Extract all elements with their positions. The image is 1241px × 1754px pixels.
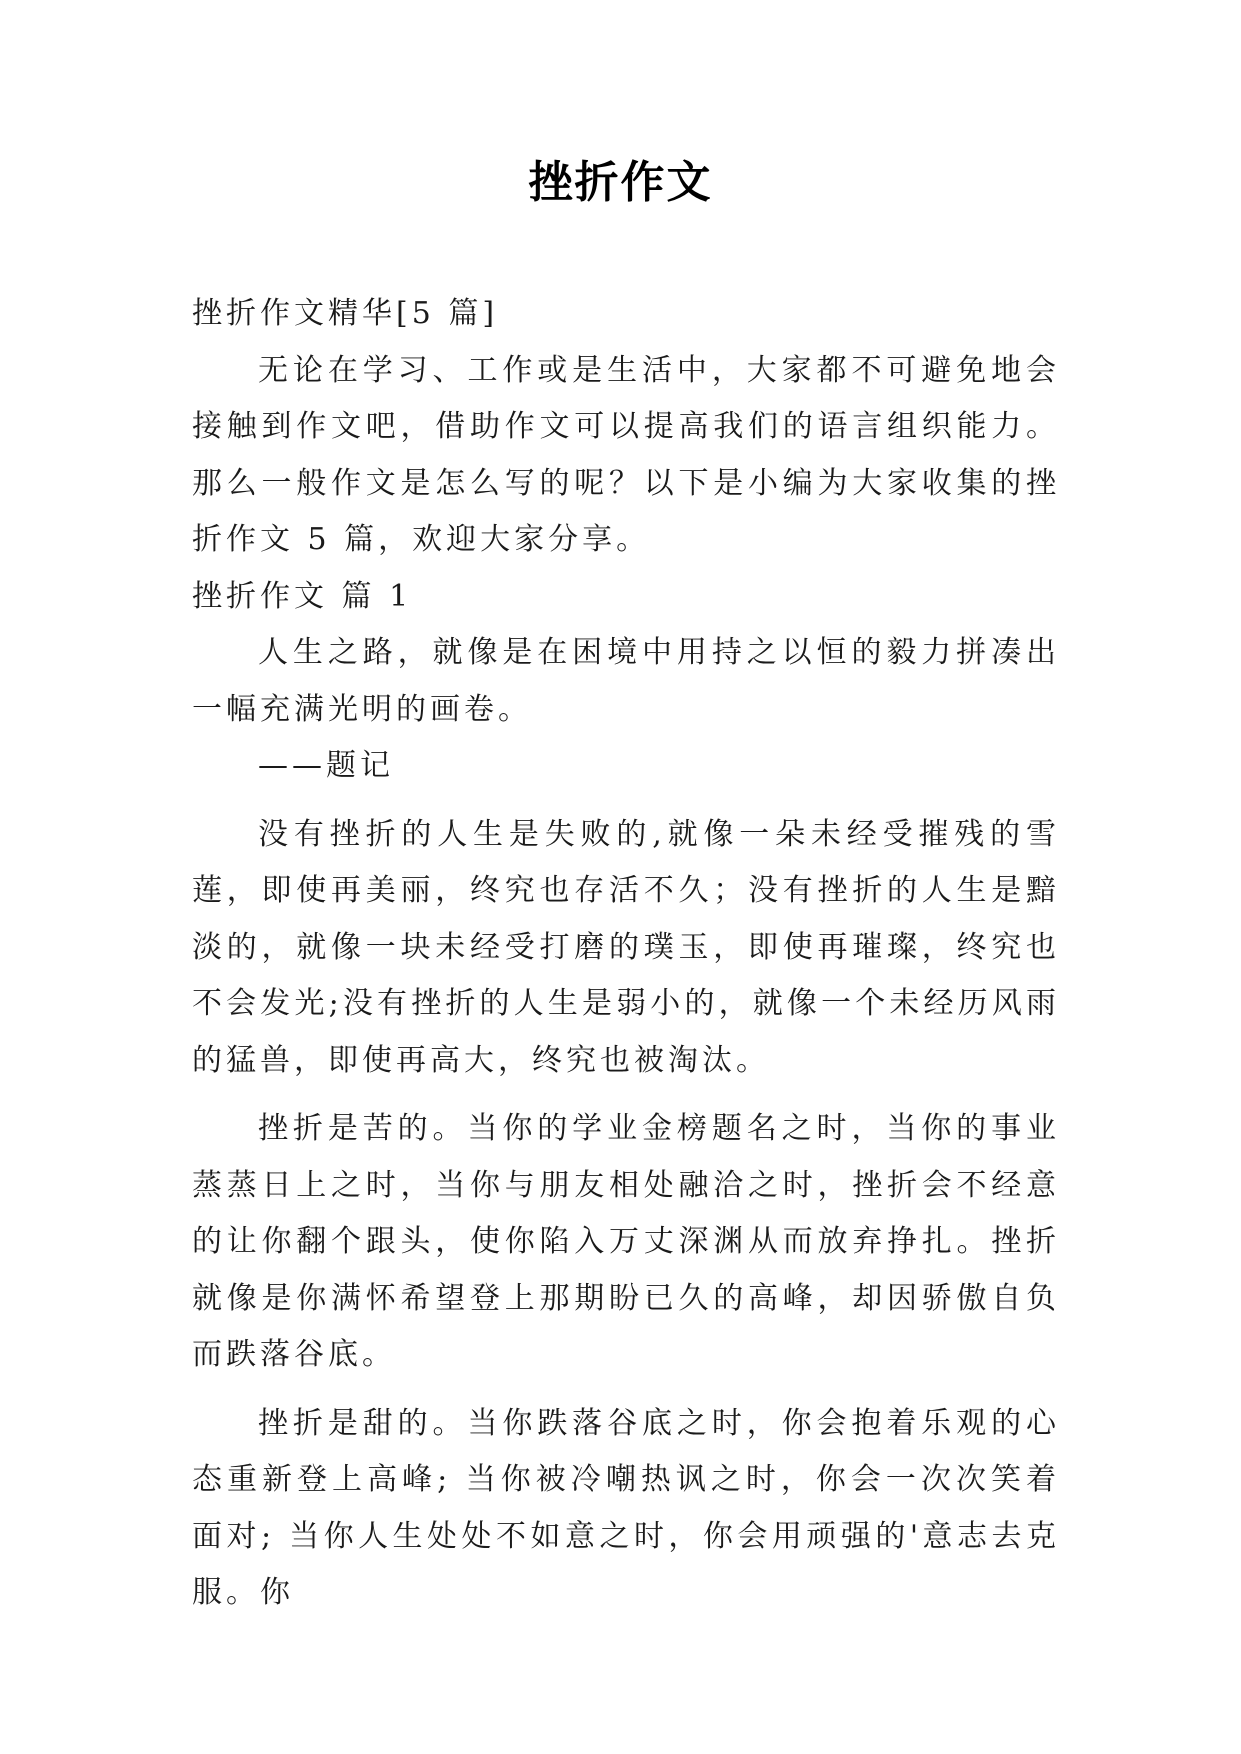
document-body <box>192 286 1060 1622</box>
body-paragraph: 没有挫折的人生是失败的,就像一朵未经受摧残的雪莲，即使再美丽，终究也存活不久；没有挫折的人生是黯淡的，就像一块未经受打磨的璞玉，即使再璀璨，终究也不会发光;没有挫折的人生是弱小的，就像一个未经历风雨的猛兽，即使再高大，终究也被淘汰。 <box>192 816 1060 1078</box>
document-title: 挫折作文 <box>528 157 713 208</box>
body-paragraph: 挫折是苦的。当你的学业金榜题名之时，当你的事业蒸蒸日上之时，当你与朋友相处融洽之时，挫折会不经意的让你翻个跟头，使你陷入万丈深渊从而放弃挣扎。挫折就像是你满怀希望登上那期盼已久的高峰，却因骄傲自负而跌落谷底。 <box>192 1111 1060 1372</box>
document-subtitle: 挫折作文精华[5 篇] <box>192 296 499 331</box>
epigraph-attribution: ——题记 <box>258 748 394 783</box>
body-paragraph: 挫折是甜的。当你跌落谷底之时，你会抱着乐观的心态重新登上高峰; 当你被冷嘲热讽之时，你会一次次笑着面对; 当你人生处处不如意之时，你会用顽强的'意志去克服。你 <box>192 1405 1060 1610</box>
section-heading: 挫折作文 篇 1 <box>192 578 413 614</box>
intro-paragraph: 无论在学习、工作或是生活中，大家都不可避免地会接触到作文吧，借助作文可以提高我们的语言组织能力。那么一般作文是怎么写的呢？以下是小编为大家收集的挫折作文 5 篇，欢迎大家分享。 <box>192 352 1060 557</box>
epigraph: 人生之路，就像是在困境中用持之以恒的毅力拼凑出一幅充满光明的画卷。 <box>192 635 1060 727</box>
